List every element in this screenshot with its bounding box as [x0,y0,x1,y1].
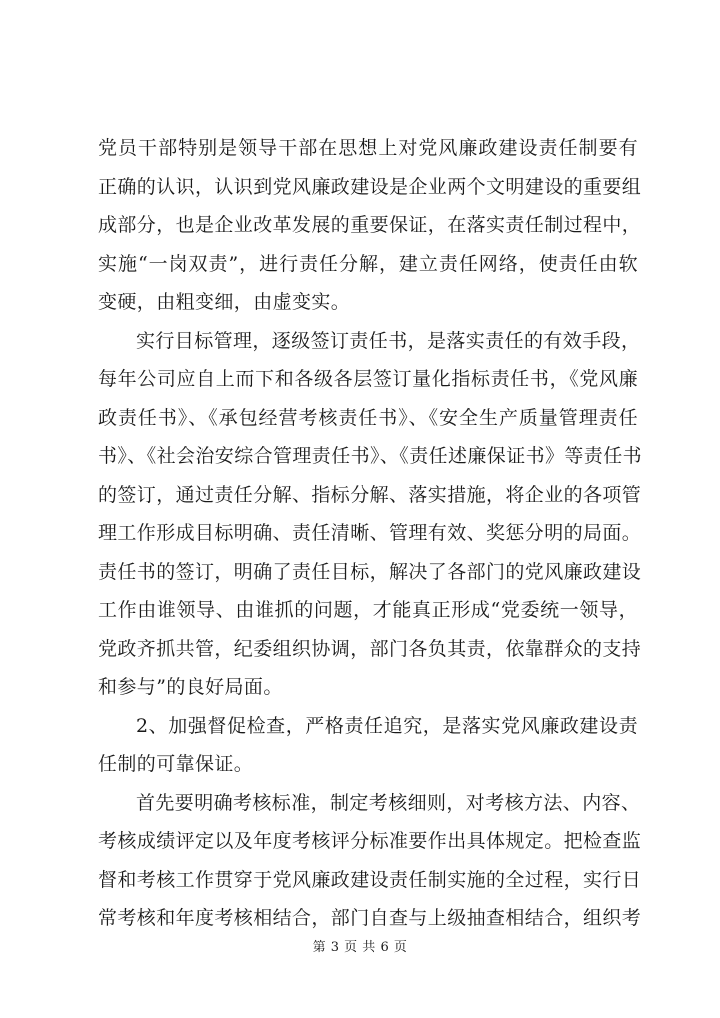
text-line: 党政齐抓共管，纪委组织协调，部门各负其责，依靠群众的支持 [98,637,642,660]
text-line: 政责任书》、《承包经营考核责任书》、《安全生产质量管理责任 [98,406,638,429]
text-line: 理工作形成目标明确、责任清晰、管理有效、奖惩分明的局面。 [98,522,642,544]
text-line: 督和考核工作贯穿于党风廉政建设责任制实施的全过程，实行日 [98,868,642,891]
text-line: 书》、《社会治安综合管理责任书》、《责任述廉保证书》等责任书 [98,445,643,467]
text-line: 考核成绩评定以及年度考核评分标准要作出具体规定。把检查监 [98,830,642,852]
document-body [98,129,643,938]
text-line: 的签订，通过责任分解、指标分解、落实措施，将企业的各项管 [98,483,642,506]
text-line: 常考核和年度考核相结合，部门自查与上级抽查相结合，组织考 [98,907,642,929]
text-line: 责任书的签订，明确了责任目标，解决了各部门的党风廉政建设 [98,560,642,583]
text-line: 正确的认识，认识到党风廉政建设是企业两个文明建设的重要组 [98,175,642,198]
text-line: 和参与”的良好局面。 [98,676,283,698]
text-line: 工作由谁领导、由谁抓的问题，才能真正形成“党委统一领导， [98,599,638,621]
text-line: 成部分，也是企业改革发展的重要保证，在落实责任制过程中， [98,214,642,236]
text-line: 实行目标管理，逐级签订责任书，是落实责任的有效手段， [136,329,641,352]
text-line: 2、加强督促检查，严格责任追究，是落实党风廉政建设责 [136,714,638,737]
page-footer: 第 3 页 共 6 页 [312,940,408,955]
text-line: 党员干部特别是领导干部在思想上对党风廉政建设责任制要有 [98,137,638,159]
text-line: 变硬，由粗变细，由虚变实。 [98,291,351,313]
text-line: 首先要明确考核标准，制定考核细则，对考核方法、内容、 [136,791,641,814]
text-line: 实施“一岗双责”，进行责任分解，建立责任网络，使责任由软 [98,252,638,275]
text-line: 每年公司应自上而下和各级各层签订量化指标责任书，《党风廉 [98,368,638,390]
text-line: 任制的可靠保证。 [98,753,254,775]
